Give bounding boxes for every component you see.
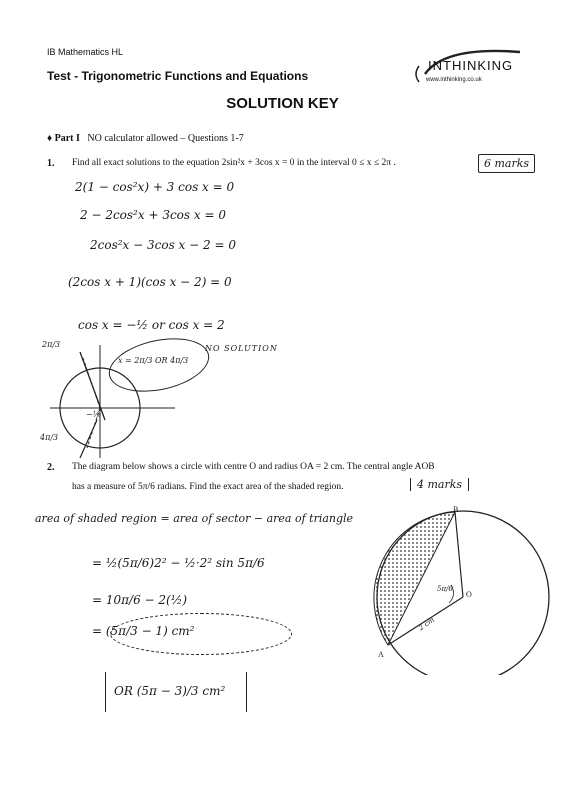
no-solution-note: NO SOLUTION <box>205 344 278 353</box>
q1-answer: x = 2π/3 OR 4π/3 <box>118 356 189 365</box>
q2-text-line2: has a measure of 5π/6 radians. Find the exact area of the shaded region. <box>72 482 344 492</box>
q2-step-4: = (5π/3 − 1) cm² <box>92 624 195 638</box>
q2-step-5: OR (5π − 3)/3 cm² <box>114 684 226 698</box>
angle-4pi-3-label: 4π/3 <box>40 433 59 442</box>
logo-text: INTHINKING <box>428 58 514 73</box>
q1-marks: 6 marks <box>478 154 535 173</box>
point-O-label: O <box>466 590 472 599</box>
q2-number: 2. <box>47 462 55 473</box>
angle-2pi-3-label: 2π/3 <box>42 340 61 349</box>
solution-key-title: SOLUTION KEY <box>226 95 339 112</box>
q2-marks: 4 marks <box>410 478 469 491</box>
q2-step-1: area of shaded region = area of sector − area of triangle <box>35 512 354 525</box>
part-instructions: NO calculator allowed – Questions 1-7 <box>87 133 244 144</box>
logo-url: www.inthinking.co.uk <box>426 77 482 83</box>
part-label: Part I <box>54 133 80 144</box>
radius-label: 2 cm <box>417 615 436 633</box>
q2-step-2: = ½(5π/6)2² − ½·2² sin 5π/6 <box>92 556 265 570</box>
minus-half-label: −½ <box>86 410 101 419</box>
angle-label: 5π/6 <box>437 585 453 593</box>
q1-step-5: cos x = −½ or cos x = 2 <box>78 318 225 332</box>
test-title: Test - Trigonometric Functions and Equations <box>47 69 309 83</box>
course-name: IB Mathematics HL <box>47 47 124 57</box>
q1-step-3: 2cos²x − 3cos x − 2 = 0 <box>90 238 236 252</box>
q1-text: Find all exact solutions to the equation 2sin²x + 3cos x = 0 in the interval 0 ≤ x ≤ 2π . <box>72 158 396 168</box>
point-A-label: A <box>378 650 384 659</box>
q1-step-2: 2 − 2cos²x + 3cos x = 0 <box>80 208 226 222</box>
bullet-icon: ♦ <box>47 133 53 144</box>
part-heading <box>47 133 244 144</box>
q1-step-1: 2(1 − cos²x) + 3 cos x = 0 <box>75 180 235 194</box>
q1-step-4: (2cos x + 1)(cos x − 2) = 0 <box>68 275 232 289</box>
point-B-label: B <box>453 505 459 514</box>
q2-text-line1: The diagram below shows a circle with centre O and radius OA = 2 cm. The central angle AOB <box>72 462 435 472</box>
q1-number: 1. <box>47 158 55 169</box>
q2-step-3: = 10π/6 − 2(½) <box>92 593 188 607</box>
